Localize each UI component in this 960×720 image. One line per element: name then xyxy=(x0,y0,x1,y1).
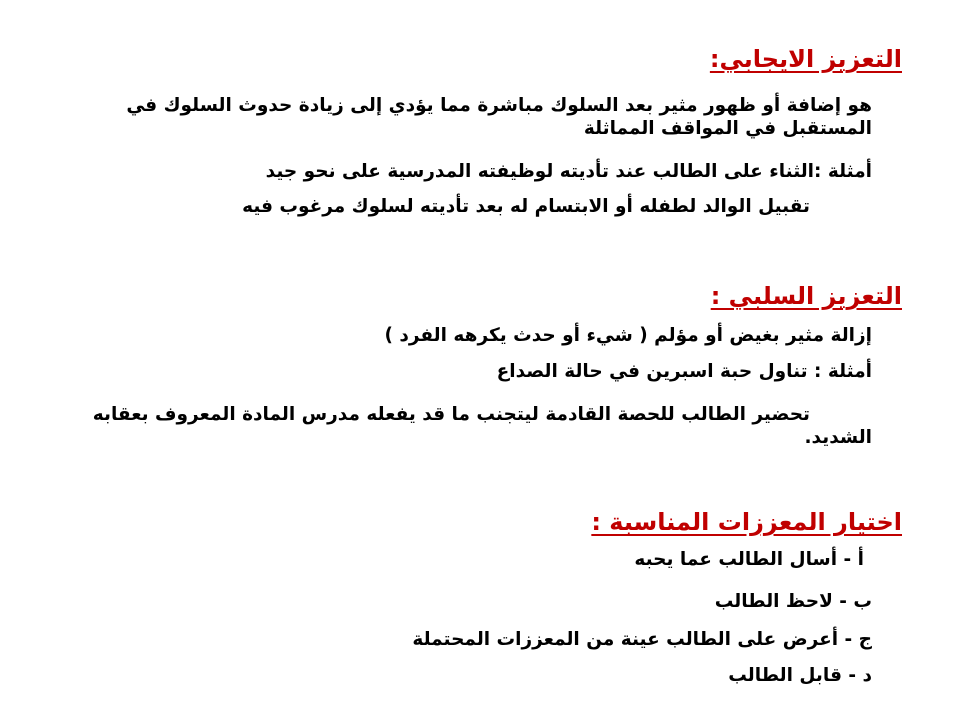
reinforcer-selection-item-b: ب - لاحظ الطالب xyxy=(714,591,872,612)
reinforcer-selection-heading: اختيار المعززات المناسبة : xyxy=(591,508,902,536)
positive-reinforcement-heading: التعزيز الايجابي: xyxy=(709,45,902,73)
negative-reinforcement-example-2: تحضير الطالب للحصة القادمة ليتجنب ما قد يفعله مدرس المادة المعروف بعقابه الشديد. xyxy=(92,404,872,448)
reinforcer-selection-item-c: ج - أعرض على الطالب عينة من المعززات المحتملة xyxy=(412,629,872,650)
negative-reinforcement-definition: إزالة مثير بغيض أو مؤلم ( شيء أو حدث يكرهه الفرد ) xyxy=(384,325,872,346)
positive-reinforcement-example-1: أمثلة :الثناء على الطالب عند تأديته لوظيفته المدرسية على نحو جيد xyxy=(265,161,872,182)
reinforcer-selection-item-a: أ - أسال الطالب عما يحبه xyxy=(634,549,864,570)
reinforcer-selection-item-d: د - قابل الطالب xyxy=(728,665,872,686)
negative-reinforcement-example-1: أمثلة : تناول حبة اسبرين في حالة الصداع xyxy=(496,361,872,382)
positive-reinforcement-definition: هو إضافة أو ظهور مثير بعد السلوك مباشرة مما يؤدي إلى زيادة حدوث السلوك في المستقبل في المواقف المماثلة xyxy=(126,95,872,139)
positive-reinforcement-example-2: تقبيل الوالد لطفله أو الابتسام له بعد تأديته لسلوك مرغوب فيه xyxy=(242,196,810,217)
negative-reinforcement-heading: التعزيز السلبي : xyxy=(710,282,902,310)
